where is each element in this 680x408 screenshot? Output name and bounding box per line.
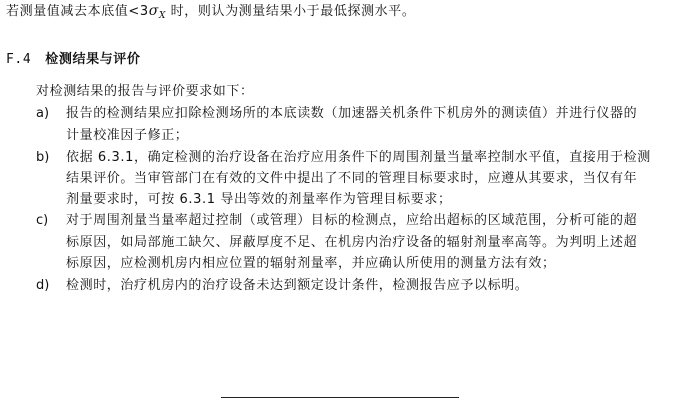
intro-suffix: 时，则认为测量结果小于最低探测水平。 bbox=[165, 4, 416, 19]
list-item-line: 依据 6.3.1，确定检测的治疗设备在治疗应用条件下的周围剂量当量率控制水平值，直接用于检测 bbox=[66, 150, 651, 165]
list-item-line: 标原因，应检测机房内相应位置的辐射剂量率，并应确认所使用的测量方法有效； bbox=[66, 256, 556, 271]
list-item-line: 检测时，治疗机房内的治疗设备未达到额定设计条件，检测报告应予以标明。 bbox=[66, 278, 529, 293]
lead-paragraph: 对检测结果的报告与评价要求如下： bbox=[36, 84, 254, 99]
end-rule bbox=[221, 397, 459, 398]
list-item-line: 对于周围剂量当量率超过控制（或管理）目标的检测点，应给出超标的区域范围，分析可能的超 bbox=[66, 213, 638, 228]
list-item-line: 结果评价。当审管部门在有效的文件中提出了不同的管理目标要求时，应遵从其要求，当仅有年 bbox=[66, 171, 638, 186]
sigma-subscript: X bbox=[158, 11, 166, 21]
list-item-line: 标原因，如局部施工缺欠、屏蔽厚度不足、在机房内治疗设备的辐射剂量率高等。为判明上述超 bbox=[66, 235, 638, 250]
list-item-line: 报告的检测结果应扣除检测场所的本底读数（加速器关机条件下机房外的测读值）并进行仪器的 bbox=[66, 106, 638, 121]
section-heading bbox=[6, 52, 140, 68]
sigma-symbol: σ bbox=[148, 3, 159, 19]
list-item-line: 剂量要求时，可按 6.3.1 导出等效的剂量率作为管理目标要求； bbox=[66, 192, 452, 207]
list-item-label: c) bbox=[36, 213, 49, 228]
intro-prefix: 若测量值减去本底值<3 bbox=[6, 4, 149, 19]
list-item-label: a) bbox=[36, 106, 50, 121]
intro-sentence bbox=[6, 3, 416, 24]
list-item-line: 计量校准因子修正； bbox=[66, 128, 189, 143]
section-number: F.4 bbox=[6, 52, 32, 67]
list-item-label: d) bbox=[36, 278, 50, 293]
list-item-label: b) bbox=[36, 150, 50, 165]
section-title: 检测结果与评价 bbox=[45, 52, 141, 67]
